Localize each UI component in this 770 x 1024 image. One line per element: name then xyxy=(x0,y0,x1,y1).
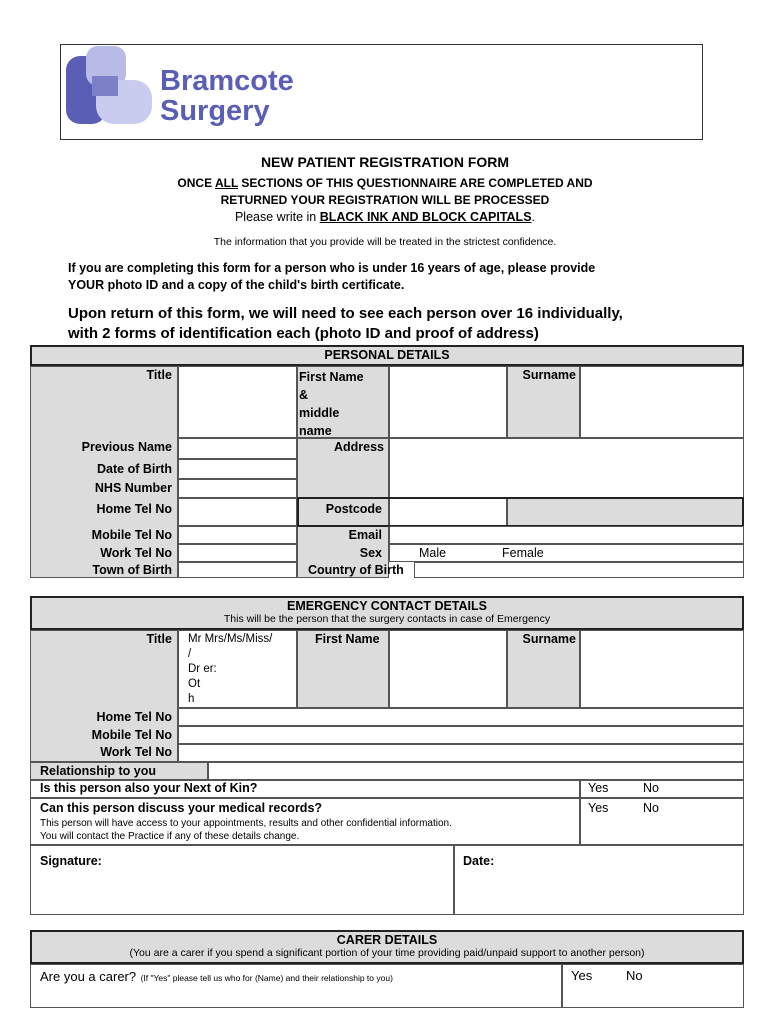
logo-text-2: Surgery xyxy=(160,95,270,127)
first-name-l3: middle xyxy=(299,406,340,420)
town-label: Town of Birth xyxy=(92,563,172,577)
rel-input[interactable] xyxy=(208,762,744,780)
intro-3b: BLACK INK AND BLOCK CAPITALS xyxy=(319,210,532,224)
nhs-input[interactable] xyxy=(178,479,297,498)
surname-label: Surname xyxy=(522,368,576,382)
mobile-label: Mobile Tel No xyxy=(91,528,172,542)
first-name-input[interactable] xyxy=(389,366,507,438)
em-first-label: First Name xyxy=(315,632,380,646)
email-label: Email xyxy=(348,528,382,542)
em-opt1: Mr Mrs/Ms/Miss/ xyxy=(188,633,273,645)
first-name-l2: & xyxy=(299,388,309,402)
signature-label: Signature: xyxy=(40,854,102,868)
em-home-input[interactable] xyxy=(178,708,744,726)
em-work-label: Work Tel No xyxy=(100,745,172,759)
sex-male[interactable]: Male xyxy=(419,546,447,560)
over16-line-2: with 2 forms of identification each (photo ID and proof of address) xyxy=(68,325,539,342)
intro-line-3: Please write in BLACK INK AND BLOCK CAPITALS. xyxy=(234,210,536,224)
country-label: Country of Birth xyxy=(308,563,404,577)
intro-1b: ALL xyxy=(214,176,239,190)
intro-3a: Please write in xyxy=(234,210,320,224)
personal-header-text: PERSONAL DETAILS xyxy=(324,348,450,362)
date-label: Date: xyxy=(463,854,495,868)
discuss-note-2: You will contact the Practice if any of these details change. xyxy=(40,831,300,842)
intro-1a: ONCE xyxy=(177,176,215,190)
address-input[interactable] xyxy=(389,438,744,498)
discuss-note-1: This person will have access to your appointments, results and other confidential information. xyxy=(40,818,452,829)
intro-1c: SECTIONS OF THIS QUESTIONNAIRE ARE COMPLETED AND xyxy=(238,176,593,190)
country-input[interactable] xyxy=(414,562,744,578)
em-mobile-input[interactable] xyxy=(178,726,744,744)
em-surname-input[interactable] xyxy=(580,630,744,708)
em-work-input[interactable] xyxy=(178,744,744,762)
em-home-label: Home Tel No xyxy=(96,710,172,724)
kin-no[interactable]: No xyxy=(643,781,659,795)
carer-no[interactable]: No xyxy=(626,968,643,983)
em-opt5: h xyxy=(188,693,195,705)
email-input[interactable] xyxy=(389,526,744,544)
previous-name-input[interactable] xyxy=(178,438,297,459)
form-title: NEW PATIENT REGISTRATION FORM xyxy=(260,154,510,170)
emergency-sub: This will be the person that the surgery contacts in case of Emergency xyxy=(223,613,551,625)
carer-header-text: CARER DETAILS xyxy=(336,933,438,947)
home-tel-input[interactable] xyxy=(178,498,297,526)
em-mobile-label: Mobile Tel No xyxy=(91,728,172,742)
discuss-yes[interactable]: Yes xyxy=(588,801,609,815)
postcode-label: Postcode xyxy=(325,502,382,516)
work-tel-label: Work Tel No xyxy=(100,546,172,560)
carer-q-text: Are you a carer? xyxy=(40,969,137,984)
em-surname-label: Surname xyxy=(522,632,576,646)
emergency-header xyxy=(30,596,744,630)
nhs-label: NHS Number xyxy=(94,481,172,495)
dob-input[interactable] xyxy=(178,459,297,479)
address-label: Address xyxy=(333,440,384,454)
mobile-input[interactable] xyxy=(178,526,297,544)
discuss-no[interactable]: No xyxy=(643,801,659,815)
carer-yes[interactable]: Yes xyxy=(571,968,593,983)
sex-female[interactable]: Female xyxy=(502,546,544,560)
home-tel-label: Home Tel No xyxy=(96,502,172,516)
first-name-label xyxy=(299,368,364,440)
em-label-col xyxy=(30,630,178,762)
rel-label: Relationship to you xyxy=(40,764,156,778)
carer-question xyxy=(40,968,393,986)
carer-sub: (You are a carer if you spend a significant portion of your time providing paid/unpaid support to another person) xyxy=(129,947,645,959)
carer-q-note: (If "Yes" please tell us who for (Name) and their relationship to you) xyxy=(140,973,393,983)
title-label: Title xyxy=(146,368,172,382)
personal-header xyxy=(30,345,744,366)
logo-box xyxy=(60,44,703,140)
kin-yes[interactable]: Yes xyxy=(588,781,609,795)
logo-text-1: Bramcote xyxy=(160,65,294,97)
intro-line-1 xyxy=(0,176,770,190)
em-opt4: Ot xyxy=(188,678,201,690)
em-title-label: Title xyxy=(146,632,172,646)
em-opt3: Dr er: xyxy=(188,663,217,675)
em-opt2: / xyxy=(188,648,192,660)
first-name-l4: name xyxy=(299,424,332,438)
previous-name-label: Previous Name xyxy=(81,440,172,454)
title-input[interactable] xyxy=(178,366,297,438)
under16-line-2: YOUR photo ID and a copy of the child's birth certificate. xyxy=(68,278,405,292)
confidentiality: The information that you provide will be treated in the strictest confidence. xyxy=(213,236,557,248)
first-name-l1: First Name xyxy=(299,370,364,384)
discuss-label: Can this person discuss your medical records? xyxy=(40,801,323,815)
under16-line-1: If you are completing this form for a person who is under 16 years of age, please provide xyxy=(68,261,596,275)
work-tel-input[interactable] xyxy=(178,544,297,562)
em-first-input[interactable] xyxy=(389,630,507,708)
logo-mark xyxy=(66,46,152,124)
dob-label: Date of Birth xyxy=(97,462,172,476)
kin-label: Is this person also your Next of Kin? xyxy=(40,781,258,795)
over16-line-1: Upon return of this form, we will need to see each person over 16 individually, xyxy=(68,305,623,322)
surname-input[interactable] xyxy=(580,366,744,438)
sex-label: Sex xyxy=(359,546,382,560)
date-box[interactable] xyxy=(454,845,744,915)
emergency-header-text: EMERGENCY CONTACT DETAILS xyxy=(286,599,487,613)
town-input[interactable] xyxy=(178,562,297,578)
carer-header xyxy=(30,930,744,964)
em-title-options xyxy=(188,632,272,707)
intro-line-2: RETURNED YOUR REGISTRATION WILL BE PROCESSED xyxy=(220,193,550,207)
